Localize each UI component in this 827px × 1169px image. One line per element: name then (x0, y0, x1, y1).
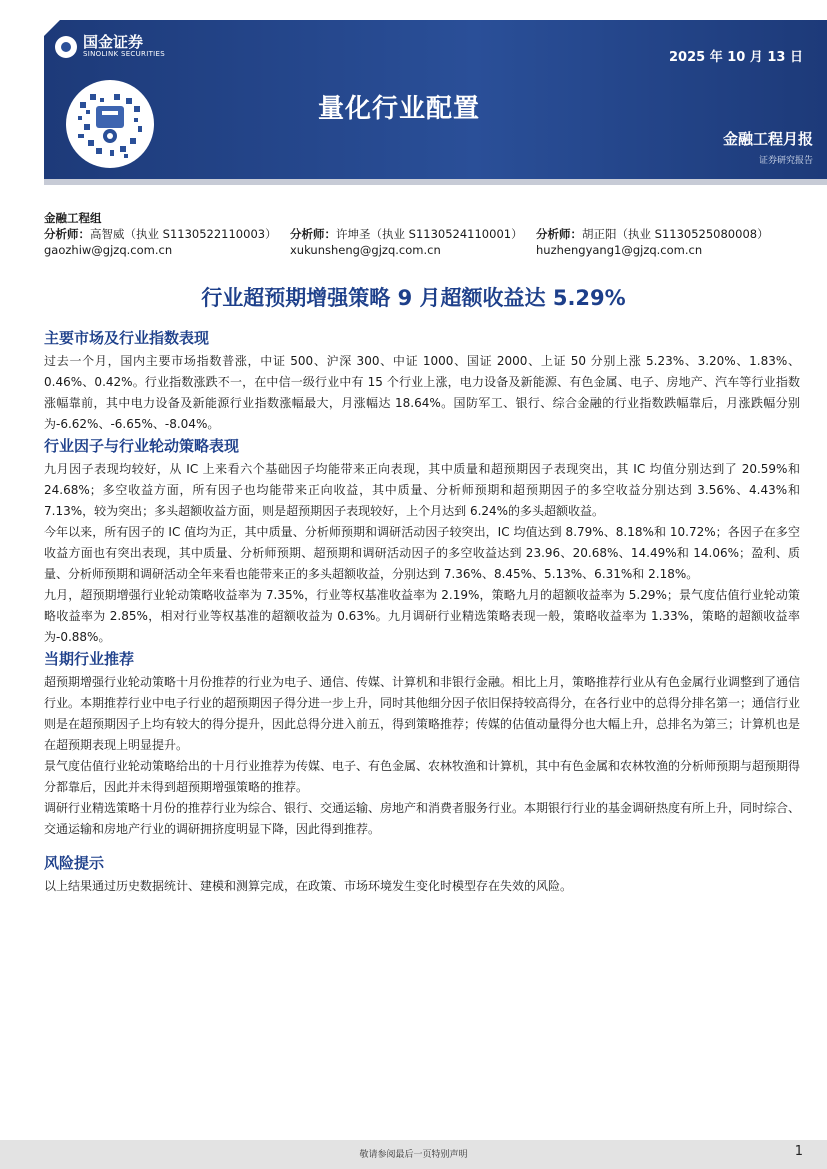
analyst-email-3[interactable]: huzhengyang1@gjzq.com.cn (536, 243, 703, 257)
section-title: 风险提示 (44, 854, 105, 872)
analyst-role: 分析师： (44, 227, 90, 241)
analyst-group: 金融工程组 (44, 211, 102, 225)
analyst-emails-row (44, 242, 814, 258)
paragraph: 以上结果通过历史数据统计、建模和测算完成，在政策、市场环境发生变化时模型存在失效的风险。 (44, 879, 573, 893)
paragraph: 九月因子表现均较好，从 IC 上来看六个基础因子均能带来正向表现，其中质量和超预期因子表现突出，其 IC 均值分别达到了 20.59%和 24.68%；多空收益方面，所有因子也均能带来正向收益，其中质量、分析师预期和超预期因子的多空收益分别达到 3.56%、4.43%和 7.13%，较为突出；多头超额收益方面，则是超预期因子表现较好，上个月达到 6.24%的多头超额收益。 (44, 462, 800, 518)
section-title: 主要市场及行业指数表现 (44, 329, 210, 347)
section-title: 当期行业推荐 (44, 650, 135, 668)
analyst-email-1[interactable]: gaozhiw@gjzq.com.cn (44, 243, 173, 257)
section-title: 行业因子与行业轮动策略表现 (44, 437, 240, 455)
page-number: 1 (794, 1144, 803, 1159)
banner-shadow (44, 179, 827, 185)
paragraph: 景气度估值行业轮动策略给出的十月行业推荐为传媒、电子、有色金属、农林牧渔和计算机，其中有色金属和农林牧渔的分析师预期与超预期得分都靠后，因此并未得到超预期增强策略的推荐。 (44, 759, 801, 794)
report-title: 量化行业配置 (318, 94, 481, 124)
company-logo (55, 34, 165, 59)
analyst-name: 高智威（执业 S1130522110003） (90, 227, 277, 241)
analyst-role: 分析师： (290, 227, 336, 241)
analyst-email-2[interactable]: xukunsheng@gjzq.com.cn (290, 243, 441, 257)
logo-name: 国金证券 (83, 33, 144, 51)
analyst-3 (536, 226, 782, 242)
paragraph: 调研行业精选策略十月份的推荐行业为综合、银行、交通运输、房地产和消费者服务行业。本期银行行业的基金调研热度有所上升，同时综合、交通运输和房地产行业的调研拥挤度明显下降，因此得到推荐。 (44, 801, 801, 836)
report-type: 金融工程月报 (722, 130, 813, 148)
paragraph: 过去一个月，国内主要市场指数普涨，中证 500、沪深 300、中证 1000、国证 2000、上证 50 分别上涨 5.23%、3.20%、1.83%、0.46%、0.42%。行业指数涨跌不一，在中信一级行业中有 15 个行业上涨，电力设备及新能源、有色金属、电子、房地产、汽车等行业指数涨幅靠前，其中电力设备及新能源行业指数涨幅最大，月涨幅达 18.64%。国防军工、银行、综合金融的行业指数跌幅靠后，月涨跌幅分别为-6.62%、-6.65%、-8.04%。 (44, 354, 800, 431)
analyst-1 (44, 226, 290, 242)
analyst-role: 分析师： (536, 227, 582, 241)
qr-code-icon (66, 80, 154, 168)
report-date: 2025 年 10 月 13 日 (669, 50, 803, 65)
report-body (44, 327, 800, 897)
paragraph: 九月，超预期增强行业轮动策略收益率为 7.35%，行业等权基准收益率为 2.19%，策略九月的超额收益率为 5.29%；景气度估值行业轮动策略收益率为 2.85%，相对行业等权基准的超额收益为 0.63%。九月调研行业精选策略表现一般，策略收益率为 1.33%，策略的超额收益率为-0.88%。 (44, 588, 800, 644)
paragraph: 超预期增强行业轮动策略十月份推荐的行业为电子、通信、传媒、计算机和非银行金融。相比上月，策略推荐行业从有色金属行业调整到了通信行业。本期推荐行业中电子行业的超预期因子得分进一步上升，同时其他细分因子依旧保持较高得分，在各行业中的总得分排名第一；通信行业则是在超预期因子上均有较大的得分提升，因此总得分进入前五，得到策略推荐；传媒的估值动量得分也大幅上升，总排名为第三；计算机也是在超预期表现上明显提升。 (44, 675, 801, 752)
headline: 行业超预期增强策略 9 月超额收益达 5.29% (201, 286, 626, 310)
footer-disclaimer: 敬请参阅最后一页特别声明 (359, 1150, 468, 1160)
analyst-block (44, 210, 814, 258)
paragraph: 今年以来，所有因子的 IC 值均为正，其中质量、分析师预期和调研活动因子较突出，IC 均值达到 8.79%、8.18%和 10.72%；各因子在多空收益方面也有突出表现，其中质量、分析师预期、超预期和调研活动因子的多空收益达到 23.96、20.68%、14.49%和 14.06%；盈利、质量、分析师预期和调研活动全年来看也能带来正的多头超额收益，分别达到 7.36%、8.45%、5.13%、6.31%和 2.18%。 (44, 525, 800, 581)
report-subtype: 证券研究报告 (758, 156, 813, 166)
logo-en: SINOLINK SECURITIES (83, 50, 165, 58)
analyst-name: 胡正阳（执业 S1130525080008） (582, 227, 769, 241)
logo-icon (55, 36, 77, 58)
analyst-names-row (44, 226, 814, 242)
analyst-name: 许坤圣（执业 S1130524110001） (336, 227, 523, 241)
analyst-2 (290, 226, 536, 242)
